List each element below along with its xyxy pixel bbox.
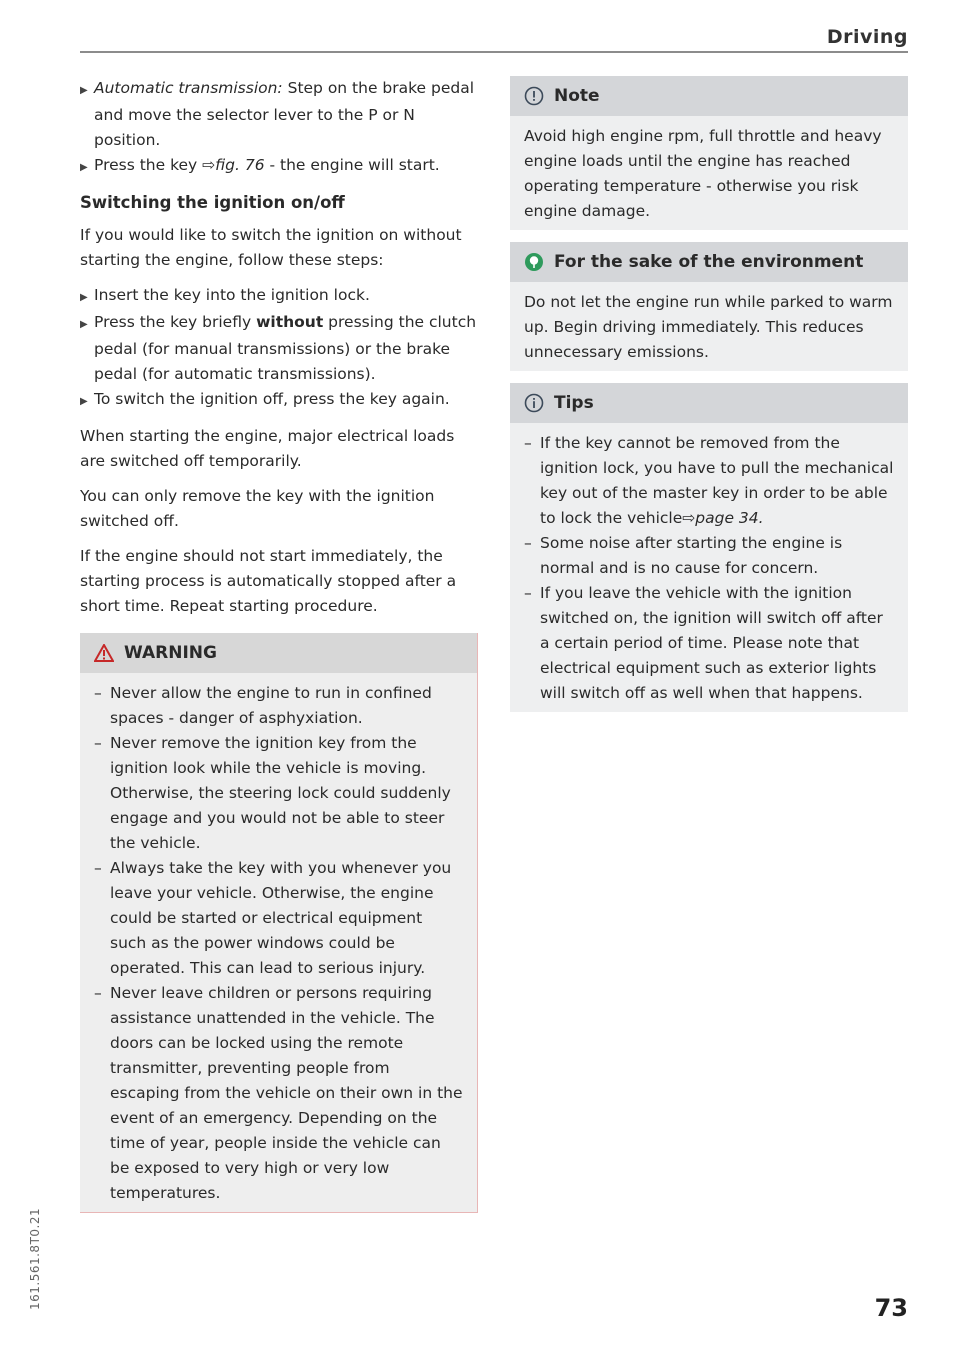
environment-tree-icon [524,252,544,272]
step-text: Press the key briefly [94,313,257,331]
warning-item: – Never allow the engine to run in confined spaces - danger of asphyxiation. [94,684,432,727]
step-text: Insert the key into the ignition lock. [94,286,370,304]
ignition-steps [80,283,478,414]
step-press-key [80,153,478,180]
warning-item: – Never remove the ignition key from the ignition look while the vehicle is moving. Otherwise, the steering lock could suddenly engage and you would not be able to steer the vehicle. [94,734,451,852]
step-text: Step on the brake pedal and move the selector lever to the P or N position. [94,79,475,149]
section-title: Driving [826,26,908,48]
tip-item: – If the key cannot be removed from the ignition lock, you have to pull the mechanical key out of the master key in order to be able to lock the vehicle⇨page 34. [524,434,894,527]
page-ref-link[interactable]: ⇨page 34. [682,509,764,527]
subheading-ignition: Switching the ignition on/off [80,193,345,212]
triangle-icon: ▶ [80,319,88,330]
info-circle-icon [524,393,544,413]
note-box [510,76,908,230]
step-text: Press the key [94,156,203,174]
header-rule [80,51,908,53]
tips-header [510,383,908,423]
step-switch-off [80,387,478,414]
warning-item: – Never leave children or persons requiring assistance unattended in the vehicle. The doors can be locked using the remote transmitter, preventing people from escaping from the vehicle on their own in the event of an emergency. Depending on the time of year, people inside the vehicle can be exposed to very high or very low temperatures. [94,984,463,1202]
triangle-icon: ▶ [80,162,88,173]
warning-box [80,633,478,1213]
paragraph-restart: If the engine should not start immediately, the starting process is automatically stopped after a short time. Repeat starting procedure. [80,547,457,615]
step-insert-key [80,283,478,310]
intro-paragraph: If you would like to switch the ignition on without starting the engine, follow these steps: [80,226,462,269]
environment-box [510,242,908,371]
exclamation-circle-icon [524,86,544,106]
tips-box [510,383,908,712]
tips-title: Tips [554,393,594,413]
environment-header [510,242,908,282]
warning-item: – Always take the key with you whenever you leave your vehicle. Otherwise, the engine could be started or electrical equipment such as the power windows could be operated. This can lead to serious injury. [94,859,452,977]
triangle-icon: ▶ [80,85,88,96]
note-body [510,116,908,230]
step-text: pressing the clutch pedal (for manual transmissions) or the brake pedal (for automatic transmissions). [94,313,477,383]
start-steps [80,76,478,180]
triangle-icon: ▶ [80,292,88,303]
note-header [510,76,908,116]
warning-title: WARNING [124,643,217,663]
paragraph-remove-key: You can only remove the key with the ignition switched off. [80,487,435,530]
tips-body [510,423,908,712]
tip-item: – Some noise after starting the engine is normal and is no cause for concern. [524,534,843,577]
environment-title: For the sake of the environment [554,252,864,272]
document-code: 161.561.8T0.21 [28,1207,42,1310]
warning-body [80,673,477,1212]
warning-header [80,633,477,673]
paragraph-electrical: When starting the engine, major electrical loads are switched off temporarily. [80,427,455,470]
step-text: To switch the ignition off, press the key again. [94,390,450,408]
step-text: - the engine will start. [264,156,440,174]
left-column [80,76,478,1213]
step-press-briefly [80,310,478,387]
right-column [510,76,908,724]
step-bold: without [256,313,324,331]
warning-triangle-icon [94,643,114,663]
step-label: Automatic transmission: [94,79,283,97]
tip-item: – If you leave the vehicle with the ignition switched on, the ignition will switch off after a certain period of time. Please note that electrical equipment such as exterior lights will switch off as well when that happens. [524,584,883,702]
figure-ref-link[interactable]: ⇨fig. 76 [202,156,265,174]
environment-text: Do not let the engine run while parked to warm up. Begin driving immediately. This reduces unnecessary emissions. [524,293,893,361]
page-number: 73 [874,1294,908,1322]
note-title: Note [554,86,600,106]
step-automatic [80,76,478,153]
note-text: Avoid high engine rpm, full throttle and heavy engine loads until the engine has reached operating temperature - otherwise you risk engine damage. [524,127,882,220]
environment-body [510,282,908,371]
triangle-icon: ▶ [80,396,88,407]
